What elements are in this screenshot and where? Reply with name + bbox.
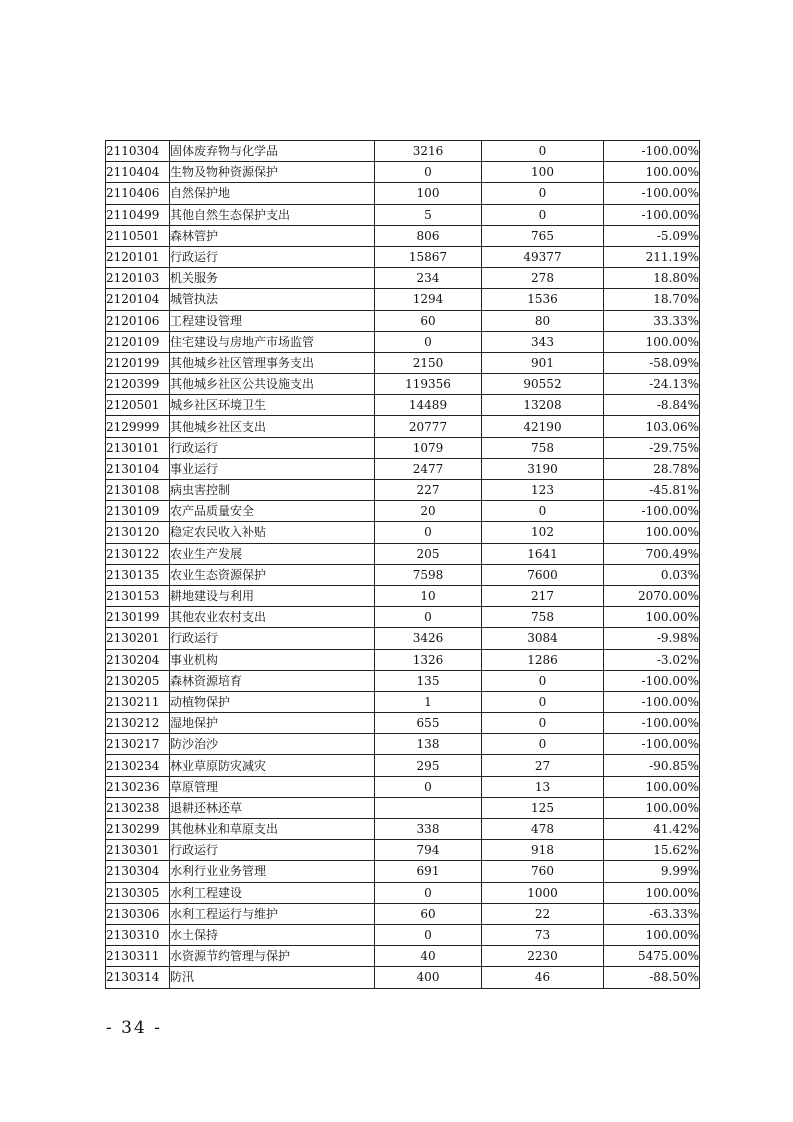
change-percent-cell: 100.00% bbox=[604, 776, 700, 797]
change-percent-cell: 100.00% bbox=[604, 331, 700, 352]
table-row bbox=[106, 543, 700, 564]
item-name-cell: 事业运行 bbox=[170, 458, 375, 479]
budget-table bbox=[105, 140, 700, 989]
current-value-cell: 918 bbox=[482, 840, 604, 861]
item-code-cell: 2130212 bbox=[106, 713, 170, 734]
current-value-cell: 217 bbox=[482, 585, 604, 606]
table-row bbox=[106, 755, 700, 776]
current-value-cell: 765 bbox=[482, 225, 604, 246]
item-code-cell: 2120104 bbox=[106, 289, 170, 310]
item-name-cell: 行政运行 bbox=[170, 840, 375, 861]
previous-value-cell: 1 bbox=[375, 691, 482, 712]
change-percent-cell: 100.00% bbox=[604, 162, 700, 183]
item-name-cell: 湿地保护 bbox=[170, 713, 375, 734]
change-percent-cell: 100.00% bbox=[604, 522, 700, 543]
previous-value-cell: 691 bbox=[375, 861, 482, 882]
item-code-cell: 2130304 bbox=[106, 861, 170, 882]
current-value-cell: 3190 bbox=[482, 458, 604, 479]
item-code-cell: 2130204 bbox=[106, 649, 170, 670]
table-row bbox=[106, 734, 700, 755]
item-code-cell: 2130211 bbox=[106, 691, 170, 712]
item-name-cell: 其他林业和草原支出 bbox=[170, 819, 375, 840]
current-value-cell: 2230 bbox=[482, 946, 604, 967]
previous-value-cell: 655 bbox=[375, 713, 482, 734]
change-percent-cell: 0.03% bbox=[604, 564, 700, 585]
table-row bbox=[106, 289, 700, 310]
table-row bbox=[106, 162, 700, 183]
item-code-cell: 2130201 bbox=[106, 628, 170, 649]
change-percent-cell: -100.00% bbox=[604, 204, 700, 225]
item-name-cell: 草原管理 bbox=[170, 776, 375, 797]
item-name-cell: 生物及物种资源保护 bbox=[170, 162, 375, 183]
previous-value-cell: 100 bbox=[375, 183, 482, 204]
previous-value-cell: 0 bbox=[375, 776, 482, 797]
item-code-cell: 2130205 bbox=[106, 670, 170, 691]
previous-value-cell: 10 bbox=[375, 585, 482, 606]
table-row bbox=[106, 268, 700, 289]
table-row bbox=[106, 903, 700, 924]
change-percent-cell: -100.00% bbox=[604, 734, 700, 755]
change-percent-cell: -90.85% bbox=[604, 755, 700, 776]
previous-value-cell: 1326 bbox=[375, 649, 482, 670]
current-value-cell: 278 bbox=[482, 268, 604, 289]
current-value-cell: 0 bbox=[482, 204, 604, 225]
current-value-cell: 13 bbox=[482, 776, 604, 797]
item-name-cell: 行政运行 bbox=[170, 246, 375, 267]
current-value-cell: 123 bbox=[482, 480, 604, 501]
previous-value-cell: 2150 bbox=[375, 352, 482, 373]
table-row bbox=[106, 882, 700, 903]
table-row bbox=[106, 437, 700, 458]
budget-table-body bbox=[106, 141, 700, 989]
table-row bbox=[106, 416, 700, 437]
current-value-cell: 7600 bbox=[482, 564, 604, 585]
change-percent-cell: -100.00% bbox=[604, 670, 700, 691]
item-name-cell: 森林管护 bbox=[170, 225, 375, 246]
item-name-cell: 固体废弃物与化学品 bbox=[170, 141, 375, 162]
table-row bbox=[106, 204, 700, 225]
item-code-cell: 2120106 bbox=[106, 310, 170, 331]
table-row bbox=[106, 607, 700, 628]
current-value-cell: 1536 bbox=[482, 289, 604, 310]
change-percent-cell: -63.33% bbox=[604, 903, 700, 924]
item-name-cell: 稳定农民收入补贴 bbox=[170, 522, 375, 543]
current-value-cell: 478 bbox=[482, 819, 604, 840]
previous-value-cell: 3426 bbox=[375, 628, 482, 649]
table-row bbox=[106, 480, 700, 501]
item-code-cell: 2110304 bbox=[106, 141, 170, 162]
change-percent-cell: -100.00% bbox=[604, 713, 700, 734]
current-value-cell: 760 bbox=[482, 861, 604, 882]
item-code-cell: 2120101 bbox=[106, 246, 170, 267]
change-percent-cell: 33.33% bbox=[604, 310, 700, 331]
item-code-cell: 2120199 bbox=[106, 352, 170, 373]
item-code-cell: 2130236 bbox=[106, 776, 170, 797]
current-value-cell: 27 bbox=[482, 755, 604, 776]
previous-value-cell: 119356 bbox=[375, 374, 482, 395]
item-code-cell: 2130306 bbox=[106, 903, 170, 924]
current-value-cell: 42190 bbox=[482, 416, 604, 437]
item-name-cell: 水利行业业务管理 bbox=[170, 861, 375, 882]
previous-value-cell: 1294 bbox=[375, 289, 482, 310]
change-percent-cell: 100.00% bbox=[604, 924, 700, 945]
previous-value-cell: 794 bbox=[375, 840, 482, 861]
current-value-cell: 0 bbox=[482, 501, 604, 522]
previous-value-cell: 3216 bbox=[375, 141, 482, 162]
current-value-cell: 49377 bbox=[482, 246, 604, 267]
item-code-cell: 2130314 bbox=[106, 967, 170, 988]
table-row bbox=[106, 585, 700, 606]
current-value-cell: 22 bbox=[482, 903, 604, 924]
item-name-cell: 林业草原防灾减灾 bbox=[170, 755, 375, 776]
change-percent-cell: 41.42% bbox=[604, 819, 700, 840]
table-row bbox=[106, 924, 700, 945]
table-row bbox=[106, 225, 700, 246]
table-row bbox=[106, 141, 700, 162]
previous-value-cell: 227 bbox=[375, 480, 482, 501]
previous-value-cell: 295 bbox=[375, 755, 482, 776]
current-value-cell: 0 bbox=[482, 734, 604, 755]
item-name-cell: 其他农业农村支出 bbox=[170, 607, 375, 628]
table-row bbox=[106, 819, 700, 840]
current-value-cell: 80 bbox=[482, 310, 604, 331]
current-value-cell: 13208 bbox=[482, 395, 604, 416]
item-code-cell: 2130153 bbox=[106, 585, 170, 606]
table-row bbox=[106, 352, 700, 373]
item-name-cell: 城乡社区环境卫生 bbox=[170, 395, 375, 416]
previous-value-cell: 2477 bbox=[375, 458, 482, 479]
change-percent-cell: 2070.00% bbox=[604, 585, 700, 606]
previous-value-cell: 0 bbox=[375, 882, 482, 903]
table-row bbox=[106, 797, 700, 818]
item-name-cell: 行政运行 bbox=[170, 628, 375, 649]
current-value-cell: 0 bbox=[482, 183, 604, 204]
previous-value-cell: 806 bbox=[375, 225, 482, 246]
change-percent-cell: -88.50% bbox=[604, 967, 700, 988]
item-name-cell: 行政运行 bbox=[170, 437, 375, 458]
item-name-cell: 耕地建设与利用 bbox=[170, 585, 375, 606]
previous-value-cell: 1079 bbox=[375, 437, 482, 458]
table-row bbox=[106, 522, 700, 543]
item-code-cell: 2130311 bbox=[106, 946, 170, 967]
table-row bbox=[106, 183, 700, 204]
current-value-cell: 1000 bbox=[482, 882, 604, 903]
item-name-cell: 水资源节约管理与保护 bbox=[170, 946, 375, 967]
item-name-cell: 病虫害控制 bbox=[170, 480, 375, 501]
item-name-cell: 水利工程建设 bbox=[170, 882, 375, 903]
item-name-cell: 防沙治沙 bbox=[170, 734, 375, 755]
table-row bbox=[106, 840, 700, 861]
current-value-cell: 102 bbox=[482, 522, 604, 543]
item-code-cell: 2130109 bbox=[106, 501, 170, 522]
previous-value-cell: 14489 bbox=[375, 395, 482, 416]
change-percent-cell: -9.98% bbox=[604, 628, 700, 649]
table-row bbox=[106, 967, 700, 988]
previous-value-cell: 15867 bbox=[375, 246, 482, 267]
item-name-cell: 农业生态资源保护 bbox=[170, 564, 375, 585]
change-percent-cell: 100.00% bbox=[604, 797, 700, 818]
table-row bbox=[106, 501, 700, 522]
table-row bbox=[106, 628, 700, 649]
table-row bbox=[106, 670, 700, 691]
change-percent-cell: 100.00% bbox=[604, 882, 700, 903]
change-percent-cell: -100.00% bbox=[604, 691, 700, 712]
table-row bbox=[106, 310, 700, 331]
current-value-cell: 901 bbox=[482, 352, 604, 373]
item-code-cell: 2130108 bbox=[106, 480, 170, 501]
item-name-cell: 其他城乡社区管理事务支出 bbox=[170, 352, 375, 373]
change-percent-cell: 15.62% bbox=[604, 840, 700, 861]
change-percent-cell: -58.09% bbox=[604, 352, 700, 373]
current-value-cell: 1286 bbox=[482, 649, 604, 670]
previous-value-cell: 0 bbox=[375, 331, 482, 352]
item-code-cell: 2130122 bbox=[106, 543, 170, 564]
item-code-cell: 2130120 bbox=[106, 522, 170, 543]
item-code-cell: 2130199 bbox=[106, 607, 170, 628]
current-value-cell: 0 bbox=[482, 670, 604, 691]
table-row bbox=[106, 713, 700, 734]
item-code-cell: 2120399 bbox=[106, 374, 170, 395]
previous-value-cell: 0 bbox=[375, 607, 482, 628]
previous-value-cell: 7598 bbox=[375, 564, 482, 585]
item-name-cell: 防汛 bbox=[170, 967, 375, 988]
item-code-cell: 2110499 bbox=[106, 204, 170, 225]
table-row bbox=[106, 946, 700, 967]
table-row bbox=[106, 861, 700, 882]
page-number: - 34 - bbox=[106, 1018, 162, 1038]
item-name-cell: 水土保持 bbox=[170, 924, 375, 945]
change-percent-cell: -45.81% bbox=[604, 480, 700, 501]
current-value-cell: 343 bbox=[482, 331, 604, 352]
item-name-cell: 森林资源培育 bbox=[170, 670, 375, 691]
item-code-cell: 2110404 bbox=[106, 162, 170, 183]
item-code-cell: 2130101 bbox=[106, 437, 170, 458]
change-percent-cell: -8.84% bbox=[604, 395, 700, 416]
item-code-cell: 2130310 bbox=[106, 924, 170, 945]
current-value-cell: 73 bbox=[482, 924, 604, 945]
change-percent-cell: 5475.00% bbox=[604, 946, 700, 967]
table-row bbox=[106, 458, 700, 479]
change-percent-cell: 103.06% bbox=[604, 416, 700, 437]
current-value-cell: 0 bbox=[482, 713, 604, 734]
table-row bbox=[106, 395, 700, 416]
current-value-cell: 3084 bbox=[482, 628, 604, 649]
item-name-cell: 住宅建设与房地产市场监管 bbox=[170, 331, 375, 352]
previous-value-cell: 338 bbox=[375, 819, 482, 840]
item-name-cell: 机关服务 bbox=[170, 268, 375, 289]
item-code-cell: 2130234 bbox=[106, 755, 170, 776]
current-value-cell: 758 bbox=[482, 607, 604, 628]
change-percent-cell: 18.70% bbox=[604, 289, 700, 310]
previous-value-cell: 205 bbox=[375, 543, 482, 564]
current-value-cell: 758 bbox=[482, 437, 604, 458]
item-name-cell: 退耕还林还草 bbox=[170, 797, 375, 818]
current-value-cell: 0 bbox=[482, 691, 604, 712]
item-code-cell: 2130301 bbox=[106, 840, 170, 861]
change-percent-cell: 18.80% bbox=[604, 268, 700, 289]
previous-value-cell: 234 bbox=[375, 268, 482, 289]
previous-value-cell: 0 bbox=[375, 522, 482, 543]
table-row bbox=[106, 776, 700, 797]
previous-value-cell: 135 bbox=[375, 670, 482, 691]
item-code-cell: 2130217 bbox=[106, 734, 170, 755]
item-name-cell: 其他城乡社区公共设施支出 bbox=[170, 374, 375, 395]
table-row bbox=[106, 691, 700, 712]
change-percent-cell: -100.00% bbox=[604, 183, 700, 204]
item-name-cell: 其他自然生态保护支出 bbox=[170, 204, 375, 225]
item-code-cell: 2129999 bbox=[106, 416, 170, 437]
previous-value-cell bbox=[375, 797, 482, 818]
table-row bbox=[106, 564, 700, 585]
previous-value-cell: 0 bbox=[375, 162, 482, 183]
current-value-cell: 46 bbox=[482, 967, 604, 988]
table-row bbox=[106, 649, 700, 670]
item-code-cell: 2130238 bbox=[106, 797, 170, 818]
change-percent-cell: -24.13% bbox=[604, 374, 700, 395]
previous-value-cell: 5 bbox=[375, 204, 482, 225]
change-percent-cell: 28.78% bbox=[604, 458, 700, 479]
current-value-cell: 125 bbox=[482, 797, 604, 818]
item-code-cell: 2120109 bbox=[106, 331, 170, 352]
table-row bbox=[106, 331, 700, 352]
item-name-cell: 自然保护地 bbox=[170, 183, 375, 204]
item-code-cell: 2110406 bbox=[106, 183, 170, 204]
change-percent-cell: -3.02% bbox=[604, 649, 700, 670]
previous-value-cell: 60 bbox=[375, 310, 482, 331]
item-code-cell: 2120103 bbox=[106, 268, 170, 289]
item-name-cell: 农业生产发展 bbox=[170, 543, 375, 564]
current-value-cell: 100 bbox=[482, 162, 604, 183]
previous-value-cell: 138 bbox=[375, 734, 482, 755]
table-row bbox=[106, 246, 700, 267]
previous-value-cell: 20 bbox=[375, 501, 482, 522]
change-percent-cell: 9.99% bbox=[604, 861, 700, 882]
item-name-cell: 事业机构 bbox=[170, 649, 375, 670]
change-percent-cell: -5.09% bbox=[604, 225, 700, 246]
previous-value-cell: 60 bbox=[375, 903, 482, 924]
item-code-cell: 2130104 bbox=[106, 458, 170, 479]
change-percent-cell: 700.49% bbox=[604, 543, 700, 564]
previous-value-cell: 20777 bbox=[375, 416, 482, 437]
table-row bbox=[106, 374, 700, 395]
item-code-cell: 2130305 bbox=[106, 882, 170, 903]
previous-value-cell: 40 bbox=[375, 946, 482, 967]
previous-value-cell: 0 bbox=[375, 924, 482, 945]
change-percent-cell: -100.00% bbox=[604, 501, 700, 522]
item-code-cell: 2130299 bbox=[106, 819, 170, 840]
item-name-cell: 工程建设管理 bbox=[170, 310, 375, 331]
item-name-cell: 水利工程运行与维护 bbox=[170, 903, 375, 924]
item-name-cell: 其他城乡社区支出 bbox=[170, 416, 375, 437]
change-percent-cell: -100.00% bbox=[604, 141, 700, 162]
change-percent-cell: -29.75% bbox=[604, 437, 700, 458]
change-percent-cell: 100.00% bbox=[604, 607, 700, 628]
current-value-cell: 1641 bbox=[482, 543, 604, 564]
current-value-cell: 90552 bbox=[482, 374, 604, 395]
item-name-cell: 农产品质量安全 bbox=[170, 501, 375, 522]
item-name-cell: 动植物保护 bbox=[170, 691, 375, 712]
item-name-cell: 城管执法 bbox=[170, 289, 375, 310]
current-value-cell: 0 bbox=[482, 141, 604, 162]
item-code-cell: 2110501 bbox=[106, 225, 170, 246]
item-code-cell: 2130135 bbox=[106, 564, 170, 585]
change-percent-cell: 211.19% bbox=[604, 246, 700, 267]
previous-value-cell: 400 bbox=[375, 967, 482, 988]
item-code-cell: 2120501 bbox=[106, 395, 170, 416]
